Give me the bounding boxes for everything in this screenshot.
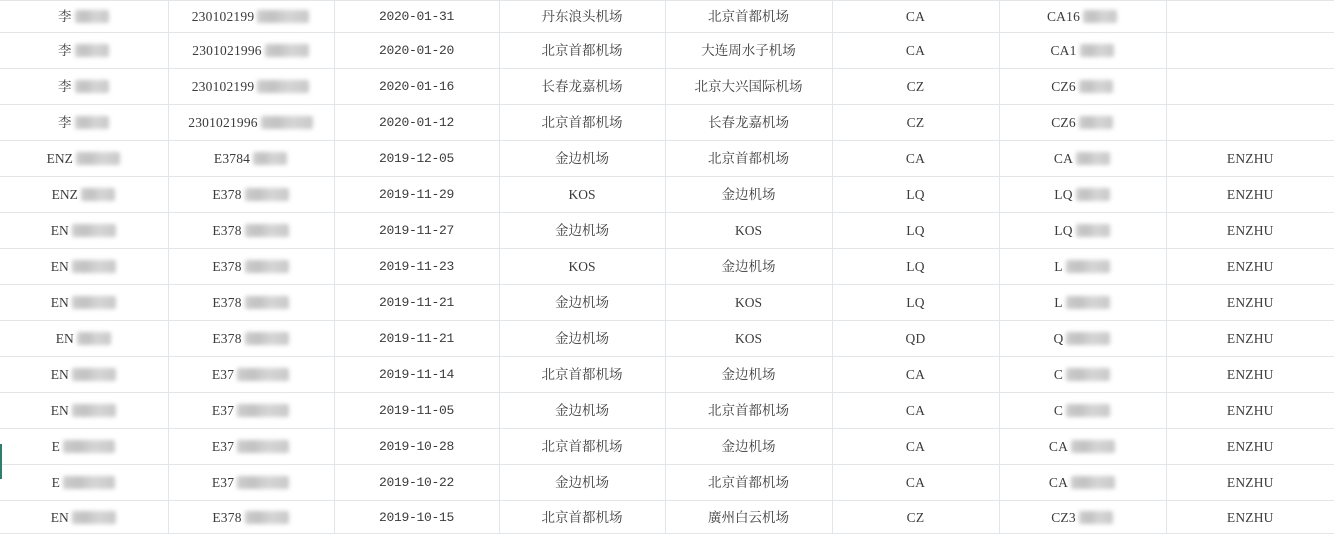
cell-passenger-name[interactable] <box>0 357 168 393</box>
redaction-block <box>81 188 115 201</box>
cell-agent-code[interactable] <box>1166 429 1334 465</box>
cell-agent-code[interactable] <box>1166 105 1334 141</box>
cell-arrival-airport[interactable] <box>665 501 832 534</box>
cell-arrival-airport-text: KOS <box>734 222 762 238</box>
table-row[interactable] <box>0 285 1334 321</box>
cell-id-number-text: E37 <box>211 366 235 382</box>
cell-arrival-airport[interactable] <box>665 177 832 213</box>
cell-airline-code[interactable] <box>832 69 999 105</box>
cell-flight-date[interactable] <box>334 33 499 69</box>
cell-id-number-text: E378 <box>212 222 242 238</box>
cell-flight-date-text: 2019-10-22 <box>378 475 454 490</box>
cell-flight-date-text: 2019-10-28 <box>378 439 454 454</box>
cell-arrival-airport-text: 金边机场 <box>721 366 776 382</box>
cell-id-number[interactable] <box>168 357 334 393</box>
cell-flight-number-text: L <box>1054 294 1063 310</box>
cell-departure-airport[interactable] <box>499 465 665 501</box>
cell-agent-code[interactable] <box>1166 465 1334 501</box>
cell-id-number-text: E37 <box>211 474 235 490</box>
cell-id-number[interactable] <box>168 321 334 357</box>
cell-arrival-airport-text: 大连周水子机场 <box>701 42 796 58</box>
cell-passenger-name[interactable] <box>0 429 168 465</box>
redaction-block <box>72 224 116 237</box>
cell-arrival-airport-text: 北京首都机场 <box>708 150 789 166</box>
cell-departure-airport[interactable] <box>499 393 665 429</box>
table-row[interactable] <box>0 141 1334 177</box>
cell-flight-number-text: C <box>1053 366 1064 382</box>
cell-agent-code-text: ENZHU <box>1226 330 1274 346</box>
redaction-block <box>245 296 289 309</box>
table-row[interactable] <box>0 33 1334 69</box>
cell-flight-number-text: LQ <box>1054 222 1073 238</box>
cell-agent-code[interactable] <box>1166 393 1334 429</box>
cell-id-number[interactable] <box>168 465 334 501</box>
cell-id-number-text: 2301021996 <box>188 114 258 130</box>
cell-airline-code[interactable] <box>832 213 999 249</box>
cell-flight-date[interactable] <box>334 465 499 501</box>
redaction-block <box>72 296 116 309</box>
cell-airline-code-text: LQ <box>906 258 925 274</box>
redaction-block <box>75 80 109 93</box>
cell-agent-code-text: ENZHU <box>1226 438 1274 454</box>
cell-id-number[interactable] <box>168 501 334 534</box>
cell-flight-number[interactable] <box>999 1 1166 33</box>
cell-departure-airport-text: 北京首都机场 <box>541 438 623 454</box>
cell-id-number[interactable] <box>168 141 334 177</box>
cell-airline-code[interactable] <box>832 141 999 177</box>
cell-passenger-name[interactable] <box>0 285 168 321</box>
cell-arrival-airport-text: 金边机场 <box>721 186 776 202</box>
cell-departure-airport[interactable] <box>499 321 665 357</box>
cell-id-number-text: 230102199 <box>191 78 255 94</box>
cell-arrival-airport[interactable] <box>665 141 832 177</box>
cell-passenger-name[interactable] <box>0 33 168 69</box>
cell-agent-code[interactable] <box>1166 285 1334 321</box>
cell-id-number-text: E37 <box>211 402 235 418</box>
cell-arrival-airport-text: KOS <box>734 294 762 310</box>
cell-airline-code-text: CZ <box>906 114 925 130</box>
redaction-block <box>237 404 289 417</box>
table-row[interactable] <box>0 249 1334 285</box>
cell-airline-code[interactable] <box>832 1 999 33</box>
cell-passenger-name[interactable] <box>0 177 168 213</box>
cell-departure-airport[interactable] <box>499 357 665 393</box>
cell-airline-code[interactable] <box>832 33 999 69</box>
redaction-block <box>237 440 289 453</box>
cell-agent-code[interactable] <box>1166 69 1334 105</box>
cell-flight-date-text: 2019-11-27 <box>378 223 454 238</box>
cell-airline-code[interactable] <box>832 501 999 534</box>
cell-departure-airport-text: 金边机场 <box>555 294 609 310</box>
cell-airline-code[interactable] <box>832 105 999 141</box>
table-row[interactable] <box>0 321 1334 357</box>
cell-arrival-airport-text: 北京首都机场 <box>708 474 789 490</box>
redaction-block <box>1071 440 1115 453</box>
cell-airline-code[interactable] <box>832 285 999 321</box>
cell-passenger-name-text: EN <box>55 330 74 346</box>
redaction-block <box>1066 260 1110 273</box>
cell-arrival-airport-text: KOS <box>734 330 762 346</box>
cell-agent-code[interactable] <box>1166 33 1334 69</box>
cell-flight-number-text: CZ3 <box>1051 509 1076 525</box>
cell-id-number[interactable] <box>168 105 334 141</box>
cell-flight-number[interactable] <box>999 141 1166 177</box>
redaction-block <box>1080 44 1114 57</box>
cell-flight-number-text: LQ <box>1054 186 1073 202</box>
cell-airline-code[interactable] <box>832 429 999 465</box>
table-row[interactable] <box>0 357 1334 393</box>
cell-arrival-airport[interactable] <box>665 105 832 141</box>
cell-flight-date[interactable] <box>334 1 499 33</box>
cell-departure-airport[interactable] <box>499 429 665 465</box>
cell-departure-airport[interactable] <box>499 501 665 534</box>
cell-arrival-airport[interactable] <box>665 213 832 249</box>
redaction-block <box>1066 332 1110 345</box>
redaction-block <box>1066 296 1110 309</box>
cell-flight-date[interactable] <box>334 285 499 321</box>
cell-flight-number-text: Q <box>1053 330 1064 346</box>
cell-agent-code-text: ENZHU <box>1226 294 1274 310</box>
cell-departure-airport-text: KOS <box>568 258 596 274</box>
cell-airline-code[interactable] <box>832 177 999 213</box>
cell-flight-date-text: 2020-01-16 <box>378 79 454 94</box>
cell-airline-code-text: CZ <box>906 509 925 525</box>
cell-flight-date[interactable] <box>334 501 499 534</box>
cell-flight-number[interactable] <box>999 285 1166 321</box>
cell-flight-date[interactable] <box>334 177 499 213</box>
cell-flight-number[interactable] <box>999 429 1166 465</box>
cell-departure-airport[interactable] <box>499 285 665 321</box>
cell-id-number[interactable] <box>168 33 334 69</box>
table-row[interactable] <box>0 213 1334 249</box>
redaction-block <box>1066 404 1110 417</box>
cell-passenger-name[interactable] <box>0 393 168 429</box>
redaction-block <box>76 152 120 165</box>
table-row[interactable] <box>0 1 1334 33</box>
redaction-block <box>265 44 309 57</box>
row-selection-marker <box>0 444 2 479</box>
cell-flight-number-text: CZ6 <box>1051 78 1076 94</box>
cell-id-number[interactable] <box>168 249 334 285</box>
cell-airline-code[interactable] <box>832 465 999 501</box>
table-row[interactable] <box>0 105 1334 141</box>
table-row[interactable] <box>0 177 1334 213</box>
cell-agent-code-text: ENZHU <box>1226 222 1274 238</box>
cell-departure-airport[interactable] <box>499 69 665 105</box>
cell-id-number[interactable] <box>168 393 334 429</box>
cell-flight-date-text: 2019-10-15 <box>378 510 454 525</box>
cell-id-number[interactable] <box>168 1 334 33</box>
cell-arrival-airport[interactable] <box>665 321 832 357</box>
table-row[interactable] <box>0 69 1334 105</box>
cell-flight-date-text: 2019-12-05 <box>378 151 454 166</box>
cell-agent-code-text: ENZHU <box>1226 509 1274 525</box>
redaction-block <box>1083 10 1117 23</box>
redaction-block <box>1079 80 1113 93</box>
cell-airline-code-text: CA <box>905 8 926 24</box>
cell-agent-code[interactable] <box>1166 141 1334 177</box>
cell-flight-date[interactable] <box>334 69 499 105</box>
cell-arrival-airport[interactable] <box>665 33 832 69</box>
cell-departure-airport-text: 金边机场 <box>555 222 609 238</box>
cell-id-number[interactable] <box>168 177 334 213</box>
cell-airline-code-text: CA <box>905 474 926 490</box>
cell-flight-date-text: 2020-01-12 <box>378 115 454 130</box>
redaction-block <box>72 368 116 381</box>
cell-departure-airport[interactable] <box>499 141 665 177</box>
cell-passenger-name[interactable] <box>0 249 168 285</box>
cell-passenger-name-text: EN <box>50 402 69 418</box>
cell-arrival-airport[interactable] <box>665 393 832 429</box>
cell-flight-date-text: 2019-11-21 <box>378 331 454 346</box>
cell-id-number-text: E3784 <box>213 150 251 166</box>
cell-flight-date-text: 2019-11-05 <box>378 403 454 418</box>
cell-passenger-name[interactable] <box>0 141 168 177</box>
cell-flight-number-text: CA16 <box>1046 8 1081 24</box>
cell-departure-airport-text: 金边机场 <box>555 330 609 346</box>
redaction-block <box>245 188 289 201</box>
cell-airline-code[interactable] <box>832 357 999 393</box>
cell-arrival-airport-text: 金边机场 <box>721 258 776 274</box>
cell-departure-airport[interactable] <box>499 1 665 33</box>
cell-flight-number[interactable] <box>999 249 1166 285</box>
redaction-block <box>245 224 289 237</box>
cell-arrival-airport-text: 北京首都机场 <box>708 402 789 418</box>
cell-flight-number-text: CA1 <box>1050 42 1077 58</box>
cell-flight-number-text: CA <box>1053 150 1074 166</box>
cell-agent-code[interactable] <box>1166 357 1334 393</box>
cell-arrival-airport-text: 北京首都机场 <box>708 8 789 24</box>
redaction-block <box>257 10 309 23</box>
cell-flight-number[interactable] <box>999 501 1166 534</box>
cell-flight-number[interactable] <box>999 33 1166 69</box>
table-row[interactable] <box>0 393 1334 429</box>
cell-flight-date[interactable] <box>334 105 499 141</box>
cell-flight-date[interactable] <box>334 429 499 465</box>
cell-passenger-name-text: EN <box>50 366 69 382</box>
cell-passenger-name-text: E <box>51 474 60 490</box>
redaction-block <box>1076 224 1110 237</box>
cell-passenger-name[interactable] <box>0 501 168 534</box>
cell-arrival-airport[interactable] <box>665 357 832 393</box>
cell-flight-date[interactable] <box>334 141 499 177</box>
cell-flight-number[interactable] <box>999 213 1166 249</box>
redaction-block <box>245 260 289 273</box>
cell-flight-number-text: CA <box>1048 438 1069 454</box>
cell-flight-date-text: 2019-11-29 <box>378 187 454 202</box>
redaction-block <box>72 404 116 417</box>
cell-flight-number[interactable] <box>999 69 1166 105</box>
cell-passenger-name-text: 李 <box>58 114 72 130</box>
cell-departure-airport-text: 金边机场 <box>555 402 609 418</box>
cell-airline-code-text: CA <box>905 402 926 418</box>
redaction-block <box>1076 152 1110 165</box>
cell-arrival-airport-text: 廣州白云机场 <box>708 509 789 525</box>
cell-passenger-name-text: 李 <box>58 8 72 24</box>
cell-agent-code-text: ENZHU <box>1226 402 1274 418</box>
cell-departure-airport-text: 北京首都机场 <box>541 42 623 58</box>
cell-passenger-name[interactable] <box>0 105 168 141</box>
cell-id-number[interactable] <box>168 285 334 321</box>
redaction-block <box>1066 368 1110 381</box>
cell-id-number-text: 230102199 <box>191 8 255 24</box>
cell-airline-code-text: CA <box>905 366 926 382</box>
cell-departure-airport-text: 金边机场 <box>555 474 609 490</box>
cell-departure-airport[interactable] <box>499 249 665 285</box>
redaction-block <box>75 44 109 57</box>
cell-id-number[interactable] <box>168 213 334 249</box>
redaction-block <box>253 152 287 165</box>
cell-agent-code[interactable] <box>1166 1 1334 33</box>
cell-passenger-name-text: EN <box>50 294 69 310</box>
cell-departure-airport[interactable] <box>499 105 665 141</box>
redaction-block <box>63 476 115 489</box>
cell-id-number-text: 2301021996 <box>192 42 262 58</box>
redaction-block <box>261 116 313 129</box>
cell-flight-number[interactable] <box>999 177 1166 213</box>
cell-departure-airport[interactable] <box>499 213 665 249</box>
cell-airline-code-text: CZ <box>906 78 925 94</box>
cell-flight-number[interactable] <box>999 465 1166 501</box>
redaction-block <box>1076 188 1110 201</box>
table-row[interactable] <box>0 429 1334 465</box>
cell-agent-code-text: ENZHU <box>1226 150 1274 166</box>
cell-id-number-text: E378 <box>212 330 242 346</box>
cell-flight-date[interactable] <box>334 321 499 357</box>
cell-passenger-name-text: EN <box>50 509 69 525</box>
cell-arrival-airport[interactable] <box>665 465 832 501</box>
redaction-block <box>1079 116 1113 129</box>
cell-passenger-name[interactable] <box>0 465 168 501</box>
cell-arrival-airport[interactable] <box>665 1 832 33</box>
cell-agent-code[interactable] <box>1166 177 1334 213</box>
cell-airline-code-text: QD <box>905 330 926 346</box>
table-body <box>0 1 1334 534</box>
cell-departure-airport-text: 北京首都机场 <box>541 509 623 525</box>
redaction-block <box>1071 476 1115 489</box>
cell-agent-code[interactable] <box>1166 501 1334 534</box>
cell-flight-number[interactable] <box>999 105 1166 141</box>
cell-agent-code-text: ENZHU <box>1226 258 1274 274</box>
cell-airline-code-text: LQ <box>906 294 925 310</box>
cell-arrival-airport-text: 长春龙嘉机场 <box>708 114 789 130</box>
cell-arrival-airport[interactable] <box>665 285 832 321</box>
cell-passenger-name-text: 李 <box>58 78 72 94</box>
cell-airline-code-text: LQ <box>906 222 925 238</box>
cell-flight-number[interactable] <box>999 321 1166 357</box>
cell-agent-code-text: ENZHU <box>1226 186 1274 202</box>
cell-airline-code[interactable] <box>832 393 999 429</box>
redaction-block <box>72 511 116 524</box>
cell-flight-date[interactable] <box>334 393 499 429</box>
cell-flight-date-text: 2020-01-31 <box>378 9 454 24</box>
cell-id-number-text: E378 <box>212 294 242 310</box>
redaction-block <box>245 511 289 524</box>
cell-departure-airport[interactable] <box>499 33 665 69</box>
cell-id-number[interactable] <box>168 429 334 465</box>
cell-departure-airport-text: KOS <box>568 186 596 202</box>
cell-flight-date-text: 2019-11-21 <box>378 295 454 310</box>
redaction-block <box>1079 511 1113 524</box>
cell-arrival-airport-text: 北京大兴国际机场 <box>694 78 803 94</box>
cell-passenger-name[interactable] <box>0 1 168 33</box>
table-row[interactable] <box>0 465 1334 501</box>
cell-agent-code[interactable] <box>1166 249 1334 285</box>
cell-airline-code[interactable] <box>832 249 999 285</box>
cell-id-number-text: E37 <box>211 438 235 454</box>
cell-departure-airport-text: 丹东浪头机场 <box>541 8 623 24</box>
cell-departure-airport-text: 北京首都机场 <box>541 114 623 130</box>
cell-agent-code[interactable] <box>1166 321 1334 357</box>
cell-airline-code-text: CA <box>905 438 926 454</box>
cell-departure-airport-text: 北京首都机场 <box>541 366 623 382</box>
cell-arrival-airport-text: 金边机场 <box>721 438 776 454</box>
cell-agent-code[interactable] <box>1166 213 1334 249</box>
cell-passenger-name-text: 李 <box>58 42 72 58</box>
cell-id-number-text: E378 <box>212 509 242 525</box>
cell-flight-date-text: 2019-11-23 <box>378 259 454 274</box>
cell-airline-code-text: LQ <box>906 186 925 202</box>
cell-flight-date[interactable] <box>334 357 499 393</box>
cell-id-number-text: E378 <box>212 258 242 274</box>
cell-agent-code-text: ENZHU <box>1226 474 1274 490</box>
cell-flight-number-text: CA <box>1048 474 1069 490</box>
cell-flight-number-text: C <box>1053 402 1064 418</box>
cell-passenger-name-text: E <box>51 438 60 454</box>
table-row[interactable] <box>0 501 1334 534</box>
cell-passenger-name[interactable] <box>0 321 168 357</box>
cell-airline-code-text: CA <box>905 42 926 58</box>
cell-passenger-name-text: ENZ <box>46 150 73 166</box>
cell-airline-code[interactable] <box>832 321 999 357</box>
cell-passenger-name[interactable] <box>0 69 168 105</box>
cell-flight-date[interactable] <box>334 213 499 249</box>
cell-id-number-text: E378 <box>212 186 242 202</box>
cell-passenger-name[interactable] <box>0 213 168 249</box>
cell-departure-airport-text: 金边机场 <box>555 150 609 166</box>
cell-flight-number[interactable] <box>999 357 1166 393</box>
cell-departure-airport[interactable] <box>499 177 665 213</box>
cell-arrival-airport[interactable] <box>665 429 832 465</box>
cell-passenger-name-text: EN <box>50 222 69 238</box>
redaction-block <box>72 260 116 273</box>
cell-departure-airport-text: 长春龙嘉机场 <box>541 78 623 94</box>
cell-airline-code-text: CA <box>905 150 926 166</box>
cell-arrival-airport[interactable] <box>665 69 832 105</box>
cell-id-number[interactable] <box>168 69 334 105</box>
cell-flight-number[interactable] <box>999 393 1166 429</box>
cell-agent-code-text: ENZHU <box>1226 366 1274 382</box>
redaction-block <box>245 332 289 345</box>
cell-passenger-name-text: EN <box>50 258 69 274</box>
cell-passenger-name-text: ENZ <box>51 186 78 202</box>
redaction-block <box>75 10 109 23</box>
cell-arrival-airport[interactable] <box>665 249 832 285</box>
redaction-block <box>77 332 111 345</box>
cell-flight-number-text: CZ6 <box>1051 114 1076 130</box>
redaction-block <box>237 368 289 381</box>
redaction-block <box>237 476 289 489</box>
cell-flight-number-text: L <box>1054 258 1063 274</box>
redaction-block <box>75 116 109 129</box>
cell-flight-date[interactable] <box>334 249 499 285</box>
cell-flight-date-text: 2020-01-20 <box>378 43 454 58</box>
redaction-block <box>257 80 309 93</box>
redaction-block <box>63 440 115 453</box>
cell-flight-date-text: 2019-11-14 <box>378 367 454 382</box>
